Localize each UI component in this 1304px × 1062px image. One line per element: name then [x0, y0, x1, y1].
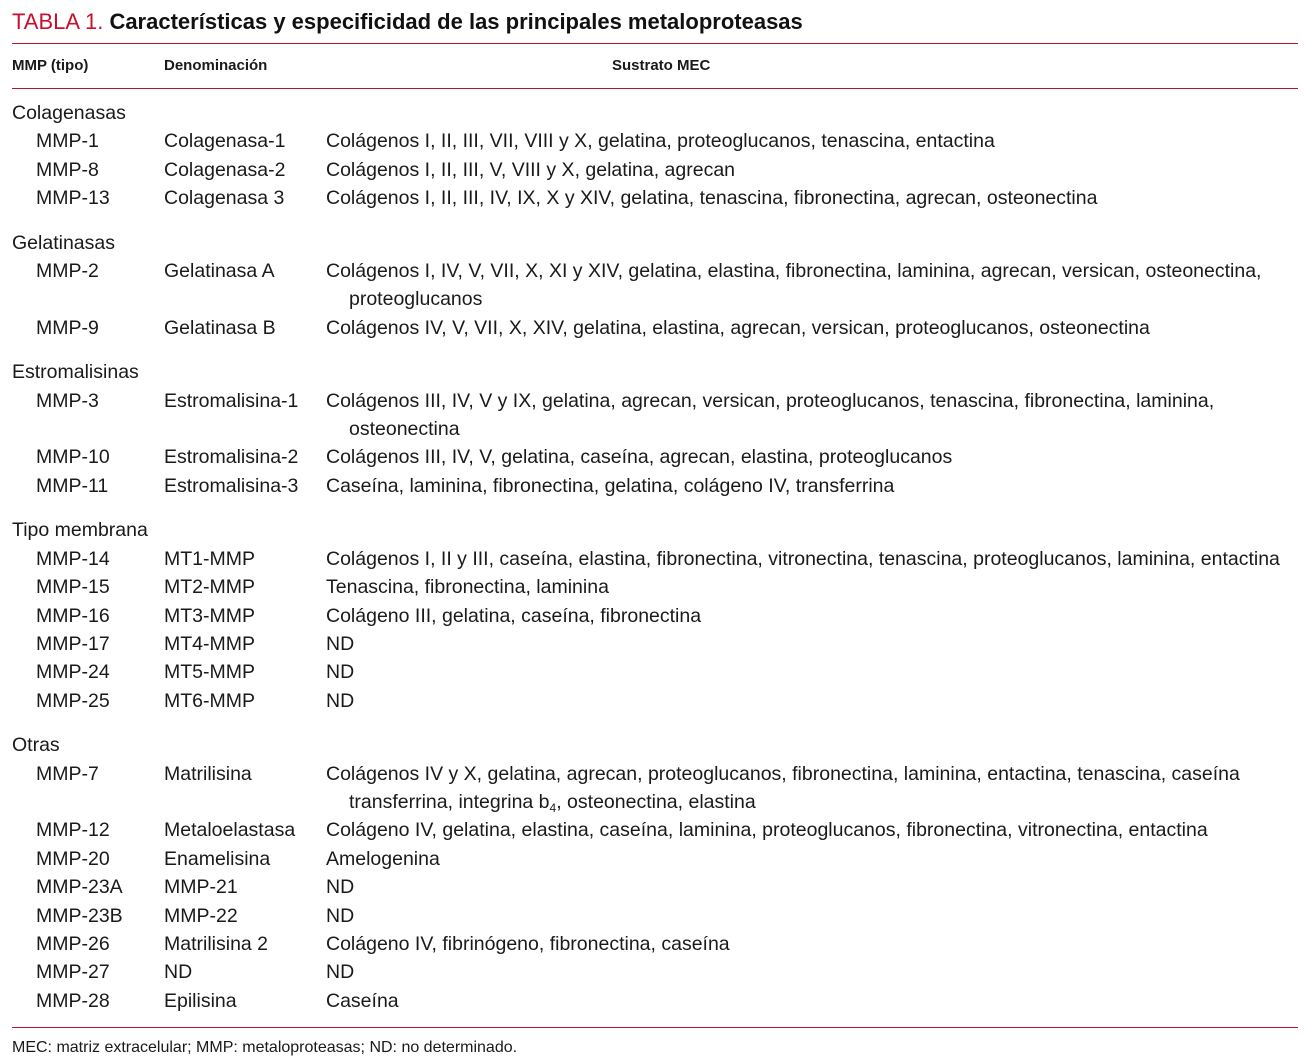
table-row: [12, 630, 1298, 658]
cell-mmp: MMP-3: [36, 389, 99, 412]
table-row: [12, 873, 1298, 901]
table-row: [12, 658, 1298, 686]
bottom-rule: [12, 1027, 1298, 1028]
cell-mmp: MMP-14: [36, 547, 110, 570]
table-header: [12, 44, 1298, 88]
cell-mmp: MMP-12: [36, 819, 110, 842]
table-row: [12, 687, 1298, 715]
cell-denominacion: Matrilisina 2: [164, 932, 269, 955]
cell-mmp: MMP-23B: [36, 904, 123, 927]
table-row: [12, 930, 1298, 958]
section-title: Colagenasas: [12, 102, 126, 124]
section-group: [12, 358, 1298, 500]
cell-sustrato: Colágenos I, II, III, V, VIII y X, gelatina, agrecan: [326, 158, 736, 181]
section-group: [12, 99, 1298, 213]
cell-sustrato: Colágenos I, II, III, VII, VIII y X, gelatina, proteoglucanos, tenascina, entactina: [326, 130, 995, 153]
section-title: Tipo membrana: [12, 519, 148, 542]
cell-sustrato: [326, 760, 1298, 817]
table-row: [12, 902, 1298, 930]
cell-mmp: MMP-13: [36, 187, 110, 210]
section-group: [12, 731, 1298, 1015]
footnote: MEC: matriz extracelular; MMP: metaloproteasas; ND: no determinado.: [12, 1039, 518, 1057]
cell-sustrato: Caseína, laminina, fibronectina, gelatina, colágeno IV, transferrina: [326, 474, 895, 497]
table-title: [12, 8, 1298, 36]
cell-mmp: MMP-15: [36, 576, 110, 599]
cell-mmp: MMP-8: [36, 158, 99, 181]
cell-mmp: MMP-1: [36, 130, 99, 153]
table-row: [12, 472, 1298, 500]
cell-mmp: MMP-25: [36, 689, 110, 712]
cell-mmp: MMP-27: [36, 961, 110, 984]
cell-sustrato: ND: [326, 904, 355, 927]
cell-denominacion: Enamelisina: [164, 847, 271, 870]
sustrato-text: Colágenos IV y X, gelatina, agrecan, proteoglucanos, fibronectina, laminina, entactina, tenascina, caseína transferrina, integrina b: [326, 762, 1240, 813]
section-title: Otras: [12, 734, 60, 757]
cell-sustrato: Tenascina, fibronectina, laminina: [326, 576, 609, 599]
cell-denominacion: Gelatinasa B: [164, 316, 276, 339]
table-row: [12, 443, 1298, 471]
table-caption: Características y especificidad de las principales metaloproteasas: [109, 9, 803, 34]
sustrato-text-after: , osteonectina, elastina: [556, 790, 756, 813]
table-row: [12, 545, 1298, 573]
cell-sustrato: ND: [326, 876, 355, 899]
cell-denominacion: Epilisina: [164, 989, 237, 1012]
header-denominacion: Denominación: [164, 57, 268, 74]
table-row: [12, 987, 1298, 1015]
cell-sustrato: Colágeno IV, gelatina, elastina, caseína, laminina, proteoglucanos, fibronectina, vitronectina, entactina: [326, 819, 1208, 842]
cell-sustrato: Amelogenina: [326, 847, 440, 870]
cell-mmp: MMP-11: [36, 474, 109, 497]
cell-denominacion: MT4-MMP: [164, 632, 255, 655]
cell-denominacion: MT5-MMP: [164, 661, 255, 684]
cell-mmp: MMP-9: [36, 316, 99, 339]
cell-sustrato: Colágenos I, II y III, caseína, elastina, fibronectina, vitronectina, tenascina, proteoglucanos, laminina, entactina: [326, 547, 1280, 570]
cell-sustrato: Colágenos IV, V, VII, X, XIV, gelatina, elastina, agrecan, versican, proteoglucanos, osteonectina: [326, 316, 1150, 339]
cell-mmp: MMP-17: [36, 632, 110, 655]
cell-sustrato: ND: [326, 961, 355, 984]
cell-denominacion: Colagenasa 3: [164, 187, 285, 210]
cell-denominacion: Matrilisina: [164, 762, 252, 785]
cell-denominacion: Colagenasa-1: [164, 130, 286, 153]
cell-sustrato: ND: [326, 661, 355, 684]
cell-denominacion: MMP-22: [164, 904, 238, 927]
cell-denominacion: MMP-21: [164, 876, 238, 899]
table-row: [12, 573, 1298, 601]
table-row: [12, 845, 1298, 873]
table-row: [12, 257, 1298, 314]
table-row: [12, 314, 1298, 342]
table-row: [12, 387, 1298, 444]
cell-denominacion: Estromalisina-1: [164, 389, 299, 412]
section-group: [12, 229, 1298, 343]
table-row: [12, 602, 1298, 630]
table-row: [12, 958, 1298, 986]
cell-sustrato: Colágenos III, IV, V, gelatina, caseína, agrecan, elastina, proteoglucanos: [326, 446, 953, 469]
cell-denominacion: Gelatinasa A: [164, 260, 275, 283]
cell-denominacion: MT3-MMP: [164, 604, 255, 627]
table-row: [12, 816, 1298, 844]
cell-denominacion: Estromalisina-2: [164, 446, 299, 469]
cell-sustrato: ND: [326, 632, 355, 655]
section-title: Gelatinasas: [12, 231, 115, 254]
cell-denominacion: MT1-MMP: [164, 547, 255, 570]
table-row: [12, 156, 1298, 184]
cell-denominacion: MT2-MMP: [164, 576, 255, 599]
cell-denominacion: Estromalisina-3: [164, 474, 299, 497]
cell-denominacion: Colagenasa-2: [164, 158, 286, 181]
cell-sustrato: Colágenos III, IV, V y IX, gelatina, agrecan, versican, proteoglucanos, tenascina, fibronectina, laminina, osteonectina: [326, 389, 1215, 441]
cell-mmp: MMP-23A: [36, 876, 123, 899]
table-body: [12, 89, 1298, 1015]
cell-mmp: MMP-20: [36, 847, 110, 870]
table-row: [12, 760, 1298, 817]
cell-denominacion: ND: [164, 961, 193, 984]
section-title: Estromalisinas: [12, 361, 139, 384]
cell-mmp: MMP-28: [36, 989, 110, 1012]
cell-mmp: MMP-26: [36, 932, 110, 955]
cell-denominacion: MT6-MMP: [164, 689, 255, 712]
cell-mmp: MMP-7: [36, 762, 99, 785]
header-mmp: MMP (tipo): [12, 57, 89, 74]
cell-mmp: MMP-10: [36, 446, 110, 469]
cell-mmp: MMP-16: [36, 604, 110, 627]
cell-sustrato: Caseína: [326, 989, 399, 1012]
cell-sustrato: Colágeno IV, fibrinógeno, fibronectina, caseína: [326, 932, 730, 955]
cell-sustrato: Colágenos I, II, III, IV, IX, X y XIV, gelatina, tenascina, fibronectina, agrecan, osteonectina: [326, 187, 1098, 210]
cell-mmp: MMP-2: [36, 260, 99, 283]
section-group: [12, 516, 1298, 715]
table-figure: [12, 8, 1298, 1058]
table-row: [12, 127, 1298, 155]
cell-sustrato: Colágenos I, IV, V, VII, X, XI y XIV, gelatina, elastina, fibronectina, laminina, agrecan, versican, osteonectina, proteoglucanos: [326, 260, 1262, 311]
subscript: 4: [549, 800, 557, 815]
table-row: [12, 184, 1298, 212]
cell-sustrato: Colágeno III, gelatina, caseína, fibronectina: [326, 604, 702, 627]
cell-sustrato: ND: [326, 689, 355, 712]
cell-denominacion: Metaloelastasa: [164, 819, 296, 842]
table-label: TABLA 1.: [12, 9, 104, 34]
cell-mmp: MMP-24: [36, 661, 110, 684]
header-sustrato: Sustrato MEC: [612, 57, 711, 74]
